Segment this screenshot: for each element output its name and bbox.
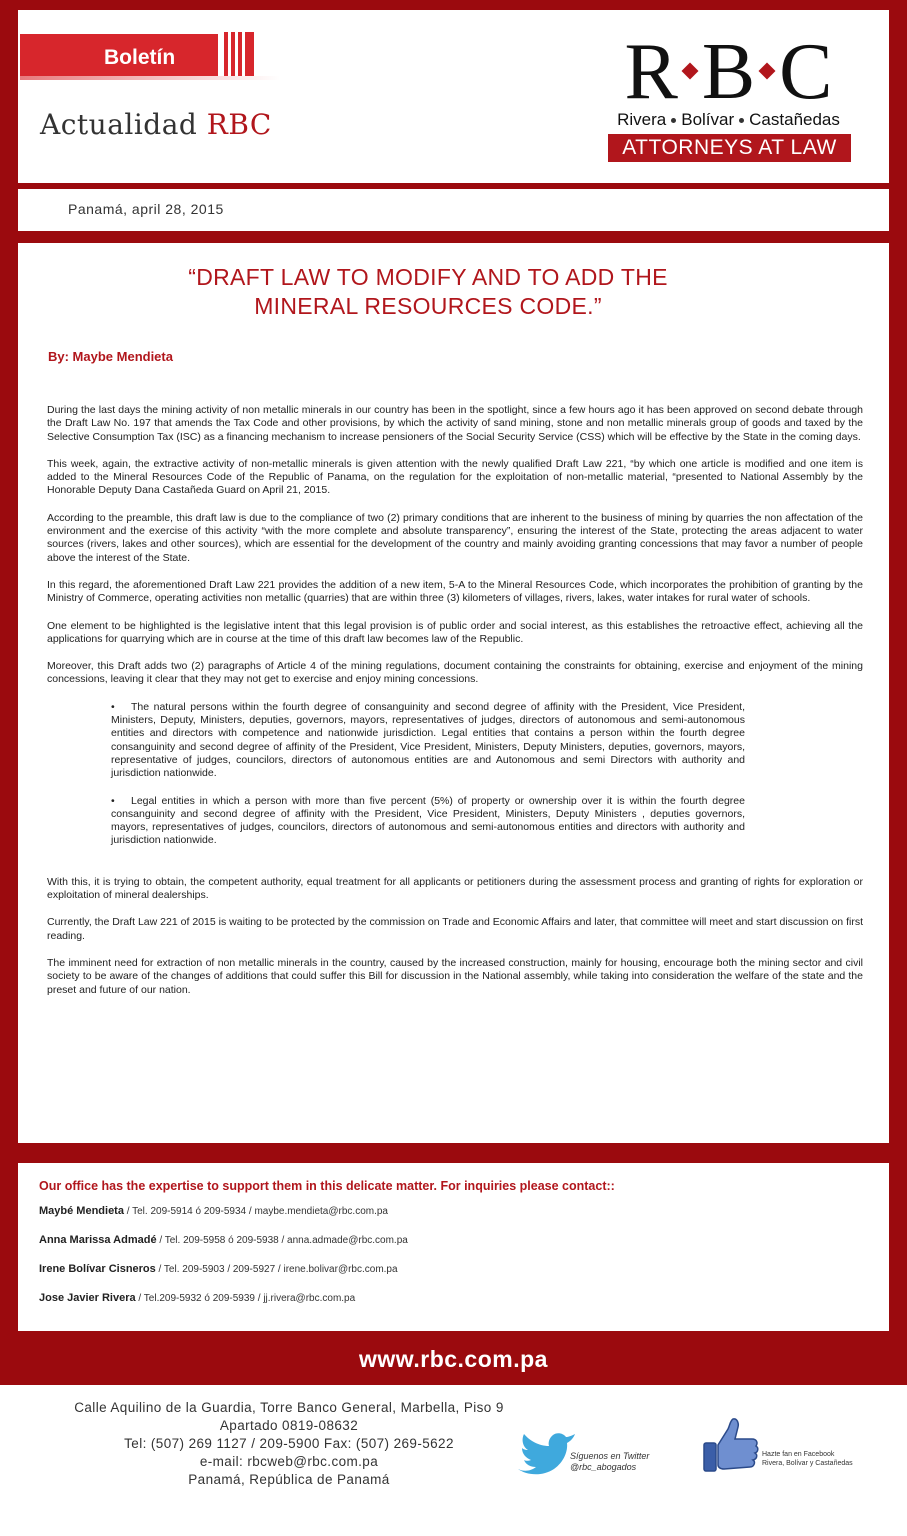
address-line: Apartado 0819-08632 — [219, 1418, 359, 1433]
contact-list — [39, 1205, 859, 1321]
contact-details[interactable]: / Tel. 209-5903 / 209-5927 / irene.bolivar@rbc.com.pa — [155, 1264, 398, 1275]
bullet-icon: • — [111, 700, 115, 713]
facebook-line-1: Hazte fan en Facebook — [762, 1451, 835, 1458]
newsletter-title — [40, 108, 272, 141]
twitter-label — [570, 1451, 649, 1473]
bullet-item — [111, 701, 745, 781]
article-paragraph: Moreover, this Draft adds two (2) paragraphs of Article 4 of the mining regulations, document containing the constraints for obtaining, exercise and enjoyment of the mining concessions, leaving it clear that they may not get to exercise and enjoy mining concessions. — [47, 660, 863, 686]
bullet-dot-icon — [739, 118, 744, 123]
address-email[interactable]: e-mail: rbcweb@rbc.com.pa — [199, 1454, 379, 1469]
logo-names — [606, 110, 851, 130]
address-line: Tel: (507) 269 1127 / 209-5900 Fax: (507) 269-5622 — [124, 1436, 454, 1451]
twitter-follow[interactable] — [512, 1429, 682, 1489]
address-line: Panamá, República de Panamá — [188, 1472, 390, 1487]
contact-details[interactable]: / Tel. 209-5958 ó 209-5938 / anna.admade@rbc.com.pa — [156, 1235, 408, 1246]
twitter-line-1: Síguenos en Twitter — [570, 1451, 650, 1461]
bullet-text: Legal entities in which a person with more than five percent (5%) of property or ownership over it is within the fourth degree consanguinity and second degree of affinity with the President, Vice President, Ministers, Deputy Ministers , deputies governors, mayors, representatives of judges, councilors, directors of autonomous and semi-autonomous entities and directors with authority and jurisdiction nationwide. — [111, 794, 745, 847]
logo-tagline: ATTORNEYS AT LAW — [608, 134, 851, 162]
article-paragraph: The imminent need for extraction of non metallic minerals in the country, caused by the increased construction, mainly for housing, encourage both the mining sector and civil society to be aware of the changes of additions that could suffer this Bill for discussion in the National assembly, while taking into consideration the welfare of the state and the preset and future of our nation. — [47, 956, 863, 996]
newsletter-title-prefix: Actualidad — [40, 108, 198, 141]
bullet-text: The natural persons within the fourth degree of consanguinity and second degree of affinity with the President, Vice President, Ministers, Deputy, Ministers, deputies, governors, mayors, representatives of judges, directors of autonomous and semi-autonomous entities and directors with competence and nationwide jurisdiction. Legal entities that contains a person within the fourth degree consanguinity and second degree of affinity of the President, Vice President, Ministers, Deputy Ministers, deputies, governors, mayors, representative of judges, councilors, directors of autonomous entities are and Autonomous and semi Directors with authority and jurisdiction nationwide. — [111, 700, 745, 780]
article-byline: By: Maybe Mendieta — [48, 349, 173, 364]
logo-diamond-icon — [759, 62, 776, 79]
article-panel — [18, 243, 889, 1143]
contact-row — [39, 1292, 859, 1321]
article-title-line-2: MINERAL RESOURCES CODE.” — [254, 293, 602, 319]
article-paragraph: According to the preamble, this draft law is due to the compliance of two (2) primary conditions that are inherent to the business of mining by quarries the non affectation of the environment and the exercise of this activity “with the more complete and absolute transparency”, ensuring the interest of the State, protecting the areas adjacent to water sources (rivers, lakes and other sources), which are essential for the development of the country and mainly avoiding granting concessions that may favor a number of people above the interest of the State. — [47, 511, 863, 564]
website-link[interactable]: www.rbc.com.pa — [359, 1346, 548, 1372]
article-body — [47, 404, 863, 1011]
contact-heading: Our office has the expertise to support them in this delicate matter. For inquiries please contact:: — [39, 1179, 615, 1193]
bullet-item — [111, 795, 745, 848]
logo-name-castanedas: Castañedas — [749, 110, 840, 129]
contact-details[interactable]: / Tel. 209-5914 ó 209-5934 / maybe.mendieta@rbc.com.pa — [123, 1206, 388, 1217]
twitter-bird-icon — [512, 1429, 576, 1485]
article-paragraph: With this, it is trying to obtain, the competent authority, equal treatment for all applicants or petitioners during the assessment process and granting of rights for exploration or exploitation of mineral dealerships. — [47, 875, 863, 902]
contact-row — [39, 1263, 859, 1292]
contact-name: Irene Bolívar Cisneros — [39, 1263, 156, 1275]
facebook-label — [762, 1450, 853, 1468]
bullet-dot-icon — [671, 118, 676, 123]
article-paragraph: In this regard, the aforementioned Draft Law 221 provides the addition of a new item, 5-A to the Mineral Resources Code, which incorporates the prohibition of granting by the Ministry of Commerce, operating activities non metallic (quarries) that are within three (3) kilometers of villages, rivers, lakes, water intakes for rural water of schools. — [47, 578, 863, 605]
contact-panel — [18, 1163, 889, 1331]
header-panel — [18, 10, 889, 183]
boletin-label: Boletín — [104, 46, 176, 69]
contact-row — [39, 1205, 859, 1234]
newsletter-title-brand: RBC — [206, 108, 272, 141]
publication-date: Panamá, april 28, 2015 — [68, 201, 224, 217]
logo-name-bolivar: Bolívar — [681, 110, 735, 129]
contact-row — [39, 1234, 859, 1263]
article-paragraph: Currently, the Draft Law 221 of 2015 is waiting to be protected by the commission on Trade and Economic Affairs and later, that committee will meet and start discussion on first reading. — [47, 916, 863, 942]
article-bullet-list — [111, 701, 745, 848]
contact-name: Jose Javier Rivera — [39, 1292, 136, 1304]
logo-name-rivera: Rivera — [617, 110, 667, 129]
article-title-line-1: “DRAFT LAW TO MODIFY AND TO ADD THE — [188, 264, 668, 290]
bullet-icon: • — [111, 794, 115, 807]
facebook-line-2: Rivera, Bolívar y Castañedas — [762, 1460, 853, 1467]
logo-diamond-icon — [681, 62, 698, 79]
boletin-underline — [20, 76, 280, 80]
date-panel — [18, 189, 889, 231]
article-paragraph: During the last days the mining activity of non metallic minerals in our country has been in the spotlight, since a few hours ago it has been approved on second debate through the Draft Law No. 197 that amends the Tax Code and other provisions, by which the activity of sand mining, stone and non metallic minerals group of goods and taxed by the Selective Consumption Tax (ISC) as a financing mechanism to increase pensioners of the Social Security Service (CSS) which will be effective by the State in the coming days. — [47, 404, 863, 443]
contact-details[interactable]: / Tel.209-5932 ó 209-5939 / jj.rivera@rbc.com.pa — [135, 1293, 356, 1304]
article-title — [78, 263, 778, 321]
office-address — [50, 1399, 528, 1489]
article-paragraph: One element to be highlighted is the legislative intent that this legal provision is of public order and social interest, as this establishes the retroactive effect, achieving all the applications for quarrying which are in course at the time of this draft law becomes law of the Republic. — [47, 619, 863, 645]
boletin-stripes — [224, 32, 254, 76]
logo-letter-b: B — [701, 28, 756, 116]
facebook-like[interactable] — [700, 1415, 880, 1485]
twitter-handle: @rbc_abogados — [570, 1462, 637, 1472]
logo-letter-c: C — [779, 28, 833, 116]
contact-name: Maybé Mendieta — [39, 1205, 124, 1217]
rbc-logo — [606, 28, 851, 160]
thumbs-up-icon — [700, 1415, 762, 1477]
contact-name: Anna Marissa Admadé — [39, 1234, 157, 1246]
logo-letter-r: R — [624, 28, 678, 116]
footer-panel — [0, 1385, 907, 1536]
address-line: Calle Aquilino de la Guardia, Torre Banco General, Marbella, Piso 9 — [74, 1400, 504, 1415]
logo-letters — [606, 28, 851, 116]
article-paragraph: This week, again, the extractive activity of non-metallic minerals is given attention with the newly qualified Draft Law 221, “by which one article is modified and one item is added to the Mineral Resources Code of the Republic of Panama, on the regulation for the exploitation of non-metallic material, “presented to National Assembly by the Honorable Deputy Dana Castañeda Guard on April 21, 2015. — [47, 457, 863, 497]
